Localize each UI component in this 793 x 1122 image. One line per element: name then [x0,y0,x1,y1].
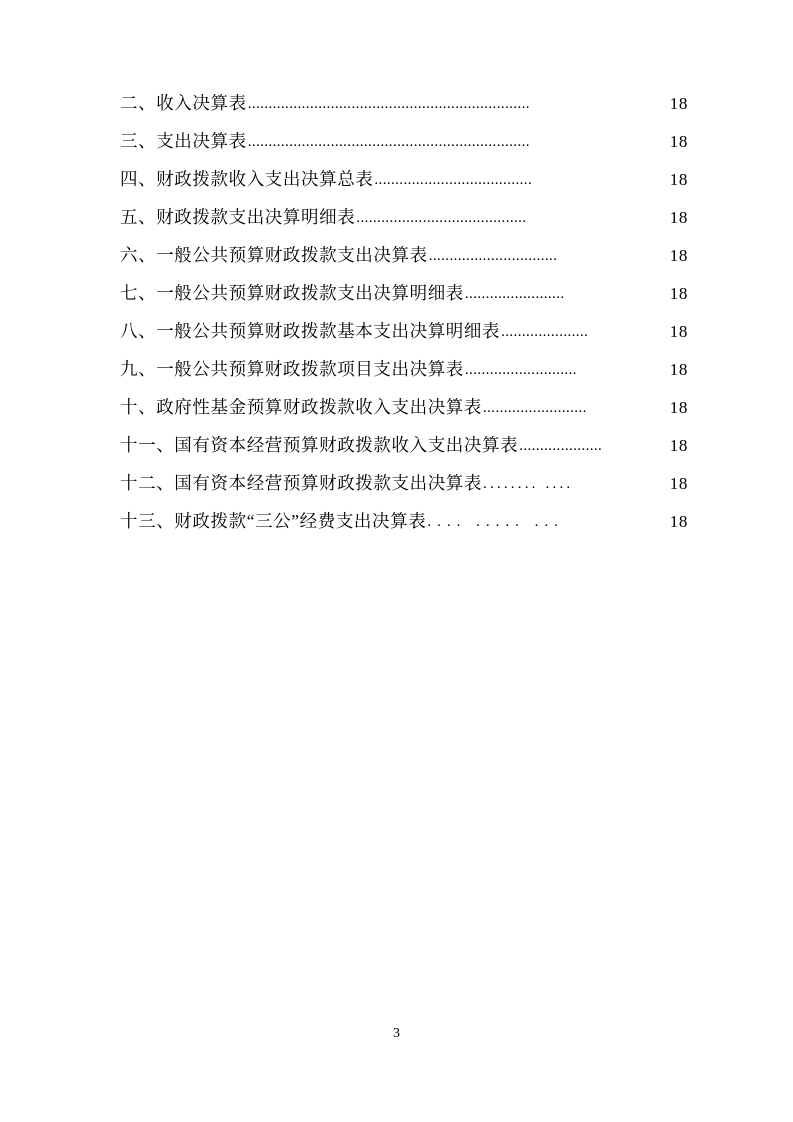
toc-entry-title: 十二、国有资本经营预算财政拨款支出决算表 [120,473,482,493]
toc-entry-title: 四、财政拨款收入支出决算总表 [120,169,374,189]
toc-entry-page: 18 [669,246,688,265]
toc-entry-page: 18 [669,132,688,151]
table-of-contents [108,95,688,551]
toc-leader-dots: .................................................................... [247,135,530,150]
toc-entry-title: 六、一般公共预算财政拨款支出决算表 [120,245,428,265]
toc-leader-dots: ..................... [501,325,589,340]
toc-entry[interactable] [120,513,688,531]
toc-leader-dots: ......................................... [356,211,527,226]
toc-entry-page: 18 [669,360,688,379]
toc-entry-title: 三、支出决算表 [120,131,247,151]
toc-entry-title: 九、一般公共预算财政拨款项目支出决算表 [120,359,464,379]
toc-leader-dots: .................... [519,439,603,454]
toc-entry-page: 18 [669,512,688,531]
toc-entry-title: 五、财政拨款支出决算明细表 [120,207,356,227]
toc-entry[interactable] [120,361,688,379]
toc-entry[interactable] [120,209,688,227]
toc-entry-title: 十、政府性基金预算财政拨款收入支出决算表 [120,397,482,417]
toc-entry-page: 18 [669,398,688,417]
toc-leader-dots: ........................... [464,363,577,378]
toc-entry[interactable] [120,437,688,455]
toc-entry[interactable] [120,399,688,417]
toc-entry-title: 二、收入决算表 [120,93,247,113]
toc-entry[interactable] [120,285,688,303]
toc-entry-page: 18 [669,436,688,455]
toc-leader-dots: ........................ [464,287,565,302]
toc-entry[interactable] [120,95,688,113]
toc-leader-dots: .... ..... ... [427,515,564,530]
toc-entry-page: 18 [669,322,688,341]
toc-entry-page: 18 [669,94,688,113]
toc-entry-page: 18 [669,284,688,303]
toc-entry-page: 18 [669,208,688,227]
toc-leader-dots: ......................... [483,401,587,416]
toc-entry[interactable] [120,247,688,265]
toc-entry-title: 八、一般公共预算财政拨款基本支出决算明细表 [120,321,501,341]
toc-leader-dots: ............................... [428,249,558,264]
toc-entry[interactable] [120,323,688,341]
toc-leader-dots: .................................................................... [247,97,530,112]
toc-entry-title: 十三、财政拨款“三公”经费支出决算表 [120,511,427,531]
toc-entry-title: 七、一般公共预算财政拨款支出决算明细表 [120,283,464,303]
toc-entry[interactable] [120,475,688,493]
toc-leader-dots: ........ .... [483,477,574,492]
toc-entry[interactable] [120,133,688,151]
toc-entry-title: 十一、国有资本经营预算财政拨款收入支出决算表 [120,435,519,455]
toc-entry-page: 18 [669,474,688,493]
toc-entry[interactable] [120,171,688,189]
toc-entry-page: 18 [669,170,688,189]
toc-leader-dots: ...................................... [374,173,533,188]
page-number: 3 [393,1026,400,1041]
